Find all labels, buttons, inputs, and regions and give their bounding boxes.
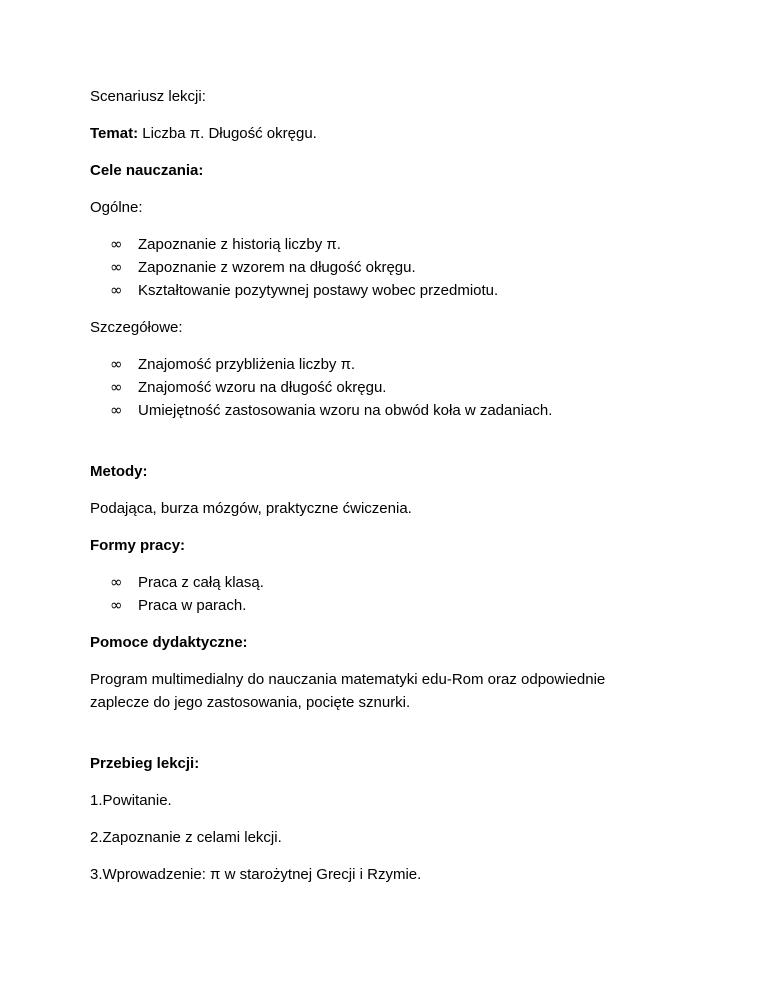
list-item-text: Umiejętność zastosowania wzoru na obwód koła w zadaniach. <box>138 402 553 419</box>
teaching-aids-heading: Pomoce dydaktyczne: <box>90 634 248 651</box>
general-goals-label: Ogólne: <box>90 199 143 216</box>
infinity-bullet-icon: ∞ <box>110 355 123 373</box>
list-item-text: Znajomość przybliżenia liczby π. <box>138 356 356 373</box>
work-forms-list <box>90 571 710 617</box>
list-item <box>110 233 710 256</box>
lesson-step: 2.Zapoznanie z celami lekcji. <box>90 829 282 846</box>
specific-goals-list <box>90 353 710 422</box>
methods-heading: Metody: <box>90 463 148 480</box>
specific-goals-label: Szczegółowe: <box>90 319 183 336</box>
goals-heading: Cele nauczania: <box>90 162 204 179</box>
infinity-bullet-icon: ∞ <box>110 596 123 614</box>
list-item <box>110 594 710 617</box>
teaching-aids-line-1: Program multimedialny do nauczania matematyki edu-Rom oraz odpowiednie <box>90 671 606 688</box>
list-item-text: Kształtowanie pozytywnej postawy wobec przedmiotu. <box>138 282 499 299</box>
teaching-aids-text <box>90 668 710 714</box>
list-item-text: Zapoznanie z wzorem na długość okręgu. <box>138 259 416 276</box>
topic-line <box>90 122 710 145</box>
topic-label: Temat: <box>90 125 139 142</box>
document-page <box>90 85 710 886</box>
list-item <box>110 376 710 399</box>
lesson-step: 1.Powitanie. <box>90 792 172 809</box>
list-item-text: Zapoznanie z historią liczby π. <box>138 236 341 253</box>
lesson-flow-heading: Przebieg lekcji: <box>90 755 200 772</box>
work-forms-heading: Formy pracy: <box>90 537 186 554</box>
infinity-bullet-icon: ∞ <box>110 281 123 299</box>
methods-text: Podająca, burza mózgów, praktyczne ćwiczenia. <box>90 500 412 517</box>
list-item <box>110 399 710 422</box>
infinity-bullet-icon: ∞ <box>110 573 123 591</box>
list-item-text: Znajomość wzoru na długość okręgu. <box>138 379 387 396</box>
lesson-step: 3.Wprowadzenie: π w starożytnej Grecji i Rzymie. <box>90 866 422 883</box>
infinity-bullet-icon: ∞ <box>110 258 123 276</box>
infinity-bullet-icon: ∞ <box>110 401 123 419</box>
infinity-bullet-icon: ∞ <box>110 235 123 253</box>
list-item <box>110 353 710 376</box>
teaching-aids-line-2: zaplecze do jego zastosowania, pocięte sznurki. <box>90 694 411 711</box>
infinity-bullet-icon: ∞ <box>110 378 123 396</box>
list-item <box>110 256 710 279</box>
general-goals-list <box>90 233 710 302</box>
list-item-text: Praca w parach. <box>138 597 247 614</box>
list-item <box>110 571 710 594</box>
topic-value: Liczba π. Długość okręgu. <box>138 125 317 142</box>
document-title: Scenariusz lekcji: <box>90 88 206 105</box>
list-item-text: Praca z całą klasą. <box>138 574 264 591</box>
list-item <box>110 279 710 302</box>
